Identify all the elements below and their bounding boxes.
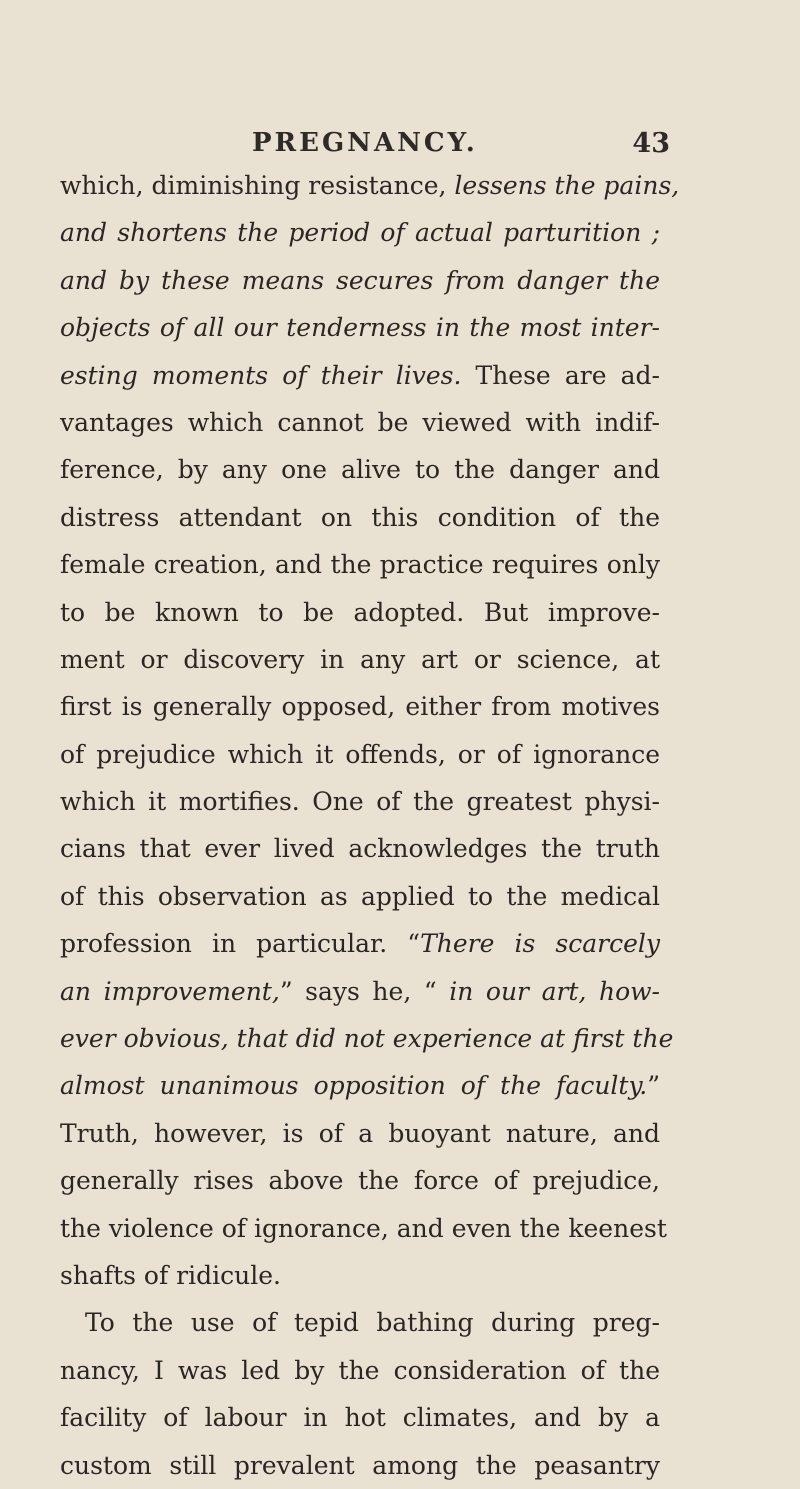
text-line: ever obvious, that did not experience at first the xyxy=(60,1024,674,1054)
text-line: profession in particular. “There is scarcely xyxy=(60,929,661,959)
text-line: facility of labour in hot climates, and by a xyxy=(60,1403,660,1433)
text-line: vantages which cannot be viewed with indif- xyxy=(60,407,660,437)
text-line: which it mortifies. One of the greatest physi- xyxy=(60,787,660,817)
text-line: almost unanimous opposition of the faculty.” xyxy=(60,1071,660,1101)
text-line: To the use of tepid bathing during preg- xyxy=(85,1308,660,1338)
text-line: and shortens the period of actual parturition ; xyxy=(60,218,660,248)
text-line: and by these means secures from danger the xyxy=(60,265,660,295)
text-line: female creation, and the practice requires only xyxy=(60,550,660,580)
page-number: 43 xyxy=(632,128,670,159)
text-line: first is generally opposed, either from motives xyxy=(60,692,660,722)
text-line: ment or discovery in any art or science, at xyxy=(60,644,660,674)
text-line: of prejudice which it offends, or of ignorance xyxy=(60,739,660,769)
text-line: generally rises above the force of prejudice, xyxy=(60,1166,660,1196)
running-head: PREGNANCY. xyxy=(252,128,478,158)
text-line: shafts of ridicule. xyxy=(60,1260,281,1290)
body-text xyxy=(60,162,680,1489)
text-line: which, diminishing resistance, lessens the pains, xyxy=(60,171,680,200)
text-line: distress attendant on this condition of the xyxy=(60,502,660,532)
text-line: the violence of ignorance, and even the keenest xyxy=(60,1213,667,1243)
text-line: to be known to be adopted. But improve- xyxy=(60,597,660,627)
text-line: custom still prevalent among the peasantry xyxy=(60,1450,660,1480)
text-line: Truth, however, is of a buoyant nature, and xyxy=(60,1118,660,1148)
text-line: of this observation as applied to the medical xyxy=(60,881,660,911)
text-line: objects of all our tenderness in the most inter- xyxy=(60,313,660,343)
text-line: nancy, I was led by the consideration of the xyxy=(60,1355,660,1385)
text-line: an improvement,” says he, “ in our art, how- xyxy=(60,976,660,1006)
text-line: cians that ever lived acknowledges the truth xyxy=(60,834,660,864)
text-line: esting moments of their lives. These are ad- xyxy=(60,360,660,390)
text-line: ference, by any one alive to the danger and xyxy=(60,455,660,485)
